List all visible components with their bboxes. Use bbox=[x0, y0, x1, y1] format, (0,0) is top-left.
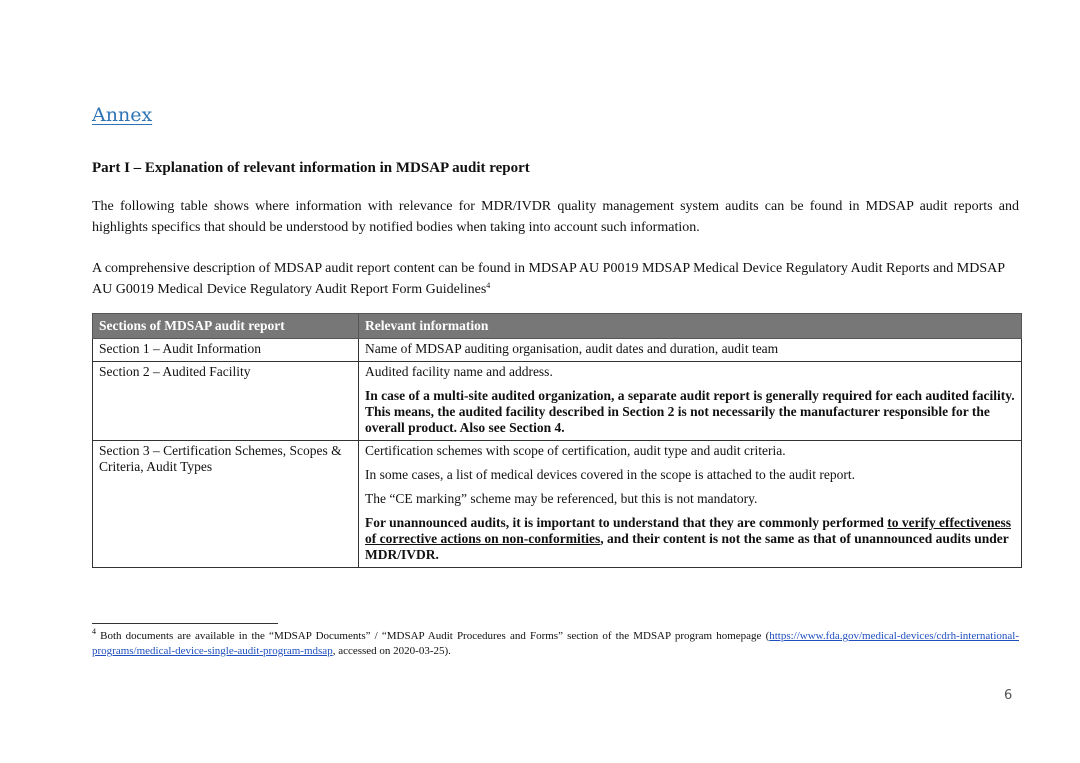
table-row bbox=[93, 362, 1022, 441]
info-bold-text: In case of a multi-site audited organization, a separate audit report is generally required for each audited facility. This means, the audited facility described in Section 2 is not necessarily the manufacturer responsible for the overall product. Also see Section 4. bbox=[365, 388, 1015, 435]
row-section: Section 3 – Certification Schemes, Scopes & Criteria, Audit Types bbox=[93, 441, 359, 568]
intro-paragraph: The following table shows where information with relevance for MDR/IVDR quality management system audits can be found in MDSAP audit reports and highlights specifics that should be understood by notified bodies when taking into account such information. bbox=[92, 199, 1019, 235]
table-row bbox=[93, 339, 1022, 362]
info-text: Name of MDSAP auditing organisation, audit dates and duration, audit team bbox=[365, 341, 779, 356]
header-relevant-info: Relevant information bbox=[359, 314, 1022, 339]
info-bold-pre: For unannounced audits, it is important to understand that they are commonly performed bbox=[365, 515, 888, 530]
row-info bbox=[359, 441, 1022, 568]
footnote-text-post: , accessed on 2020-03-25). bbox=[332, 645, 451, 657]
footnote-text-pre: Both documents are available in the “MDSAP Documents” / “MDSAP Audit Procedures and Forms” section of the MDSAP program homepage ( bbox=[96, 630, 770, 642]
page-number: 6 bbox=[1004, 688, 1013, 703]
table-row bbox=[93, 441, 1022, 568]
info-text: The “CE marking” scheme may be referenced, but this is not mandatory. bbox=[365, 491, 758, 506]
info-bold-underlined: to verify effectiveness of corrective actions on non-conformities bbox=[365, 515, 1011, 546]
description-paragraph bbox=[92, 258, 1019, 300]
row-section: Section 2 – Audited Facility bbox=[93, 362, 359, 441]
footnote bbox=[92, 629, 1019, 659]
description-text: A comprehensive description of MDSAP audit report content can be found in MDSAP AU P0019 MDSAP Medical Device Regulatory Audit Reports and MDSAP AU G0019 Medical Device Regulatory Audit Report Form Guidelines bbox=[92, 261, 1005, 297]
footnote-ref[interactable]: 4 bbox=[486, 281, 491, 290]
footnote-marker: 4 bbox=[92, 627, 96, 636]
row-info bbox=[359, 339, 1022, 362]
annex-heading: Annex bbox=[92, 104, 153, 126]
info-bold-post: , and their content is not the same as that of unannounced audits under MDR/IVDR. bbox=[365, 531, 1009, 562]
info-bold-text bbox=[365, 515, 1015, 563]
footnote-separator bbox=[92, 623, 278, 624]
row-section: Section 1 – Audit Information bbox=[93, 339, 359, 362]
part-title: Part I – Explanation of relevant information in MDSAP audit report bbox=[92, 160, 530, 176]
info-text: Audited facility name and address. bbox=[365, 364, 553, 379]
info-text: In some cases, a list of medical devices covered in the scope is attached to the audit report. bbox=[365, 467, 855, 482]
row-info bbox=[359, 362, 1022, 441]
table-header-row bbox=[93, 314, 1022, 339]
mdsap-table bbox=[92, 313, 1022, 568]
info-text: Certification schemes with scope of certification, audit type and audit criteria. bbox=[365, 443, 786, 458]
footnote-link[interactable]: https://www.fda.gov/medical-devices/cdrh-international-programs/medical-device-single-audit-program-mdsap bbox=[92, 630, 1019, 657]
header-sections: Sections of MDSAP audit report bbox=[93, 314, 359, 339]
